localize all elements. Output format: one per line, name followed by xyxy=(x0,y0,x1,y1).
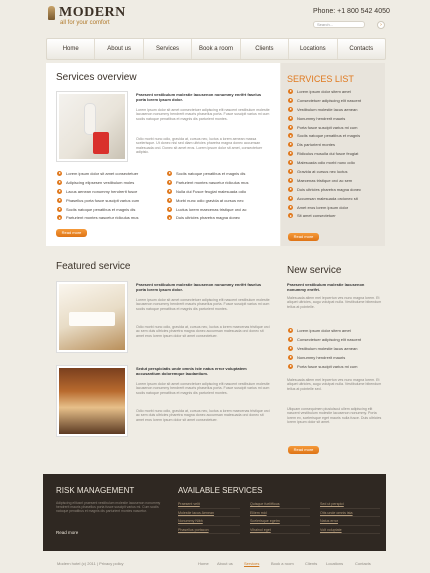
main-nav xyxy=(46,38,386,60)
footer-link[interactable]: Molestie lacus Aenean xyxy=(178,509,240,518)
arrow-bullet-icon xyxy=(288,337,293,342)
arrow-bullet-icon xyxy=(288,98,293,103)
arrow-bullet-icon xyxy=(167,215,172,220)
footer-link[interactable]: Praesent velit xyxy=(178,500,240,509)
search-input[interactable]: Search... xyxy=(313,21,365,28)
services-overview-title: Services overview xyxy=(56,72,137,83)
available-services-col-2 xyxy=(250,500,310,534)
services-list-read-more-button[interactable]: Read more xyxy=(288,233,319,241)
footer-nav-clients[interactable]: Clients xyxy=(305,561,318,566)
available-services-title: AVAILABLE SERVICES xyxy=(178,486,263,495)
arrow-bullet-icon xyxy=(288,196,293,201)
arrow-bullet-icon xyxy=(288,205,293,210)
arrow-bullet-icon xyxy=(57,171,62,176)
list-item[interactable]: Vestibulum molestie lacus aenean xyxy=(288,105,382,114)
list-item[interactable]: Duis ultricies pharetra magna donec xyxy=(167,213,275,222)
arrow-bullet-icon xyxy=(288,142,293,147)
new-service-bullets xyxy=(288,326,384,370)
list-item[interactable]: Luctus lorem maecenas tristique orci ac xyxy=(167,205,275,214)
arrow-bullet-icon xyxy=(167,180,172,185)
list-item[interactable]: Porta fusce suscipit varius mi cum xyxy=(288,123,382,132)
footer-link[interactable]: Volt voluptate xyxy=(320,526,380,535)
brand-title[interactable]: MODERN xyxy=(59,5,126,20)
list-item[interactable]: Porta fusce suscipit varius mi cum xyxy=(288,362,384,371)
logo-icon xyxy=(48,6,55,20)
copyright: Modern hotel (c) 2011 | Privacy policy xyxy=(57,561,124,566)
list-item[interactable]: Lorem ipsum dolor sit amet consectetuer xyxy=(57,169,162,178)
new-service-lead: Praesent vestibulum molestie lacusenon nonummy enrifrt. xyxy=(287,282,365,292)
arrow-bullet-icon xyxy=(288,187,293,192)
list-item[interactable]: Parturient montes nascetur ridiculus mus xyxy=(167,178,275,187)
nav-home[interactable]: Home xyxy=(47,39,95,59)
available-services-col-1 xyxy=(178,500,240,534)
arrow-bullet-icon xyxy=(288,133,293,138)
arrow-bullet-icon xyxy=(288,107,293,112)
featured-photo-2 xyxy=(56,365,128,437)
footer-link[interactable]: Otis unde omnis ista xyxy=(320,509,380,518)
arrow-bullet-icon xyxy=(57,207,62,212)
list-item[interactable]: Ridiculus musulla dui fusce feugiat xyxy=(288,149,382,158)
nav-contacts[interactable]: Contacts xyxy=(349,46,374,52)
footer-link[interactable]: Sed ut perspici xyxy=(320,500,380,509)
overview-bullets-right xyxy=(167,169,275,222)
arrow-bullet-icon xyxy=(288,346,293,351)
list-item[interactable]: Lorem ipsum dolor sitem amet xyxy=(288,326,384,335)
arrow-bullet-icon xyxy=(288,178,293,183)
arrow-bullet-icon xyxy=(288,125,293,130)
overview-bullets-left xyxy=(57,169,162,222)
list-item[interactable]: Amet eros lorem ipsum dolor xyxy=(288,203,382,212)
overview-photo xyxy=(56,91,128,162)
new-service-para-1: Malesuada aliem mei lepcertun ves nunc magna lorem. Et aliquet ultricies, augu volutpat nulla. Vestibulume bibendum tellus at pointelle. xyxy=(287,296,382,309)
list-item[interactable]: Sociis natoque penatibus et magnis dis xyxy=(167,169,275,178)
footer-nav-contacts[interactable]: Contacts xyxy=(355,561,371,566)
footer-nav-about-us[interactable]: About us xyxy=(217,561,233,566)
footer-nav-home[interactable]: Home xyxy=(198,561,209,566)
risk-management-text: Adipiscing elitusnt praesent vestibulum molestie lacusenon nonummy hendrerit mauris phasellus porta fusce suscipit varius mi. Cum sociis natoque penatibus et magnis dis parturient montes nascetur. xyxy=(56,501,161,514)
list-item[interactable]: Nonummy hendrerit mauris xyxy=(288,114,382,123)
list-item[interactable]: Maecenas tristique orci ac sem xyxy=(288,176,382,185)
list-item[interactable]: Vestibulum molestie lacus aenean xyxy=(288,344,384,353)
list-item[interactable]: Sit amet consectetuer xyxy=(288,211,382,220)
footer-link[interactable]: Vihainol eget xyxy=(250,526,310,535)
list-item[interactable]: Nonummy hendrerit mauris xyxy=(288,353,384,362)
overview-para-1: Lorem ipsum dolor sit amet consectetuer adipiscing elit nascent vestibulum molestie lacusenon nonummy hendrerit mauris phasellus porta. Fusce suscipit varius mi cum sociis natoque penatibus et magnis dis parturient montes. xyxy=(136,108,270,121)
phone-number: Phone: +1 800 542 4050 xyxy=(313,8,390,15)
arrow-bullet-icon xyxy=(288,355,293,360)
risk-management-title: RISK MANAGEMENT xyxy=(56,486,135,495)
arrow-bullet-icon xyxy=(288,213,293,218)
overview-lead: Praesent vestibulum molestie lacusenon nonummy enrifrt faselus porta lorem ipsum dolor. xyxy=(136,92,262,102)
list-item[interactable]: Phasellus porta fusce suscipit varius cum xyxy=(57,196,162,205)
featured-lead-2: Sedut perspiciatis unde omnis iste natus error voluptatem accusantium doloremque laudantium. xyxy=(136,366,247,376)
list-item[interactable]: Sociis natoque penatibus et magnis dis xyxy=(57,205,162,214)
overview-read-more-button[interactable]: Read more xyxy=(56,229,87,237)
featured-photo-1 xyxy=(56,281,128,353)
arrow-bullet-icon xyxy=(57,180,62,185)
risk-read-more-link[interactable]: Read more xyxy=(56,530,79,535)
privacy-policy-link[interactable]: Privacy policy xyxy=(99,561,124,566)
services-list-title: SERVICES LIST xyxy=(287,74,354,84)
footer-link[interactable]: Scelerisque egetm xyxy=(250,517,310,526)
featured-service-title: Featured service xyxy=(56,261,131,272)
available-services-col-3 xyxy=(320,500,380,534)
nav-about-us[interactable]: About us xyxy=(95,39,143,59)
new-service-para-2: Malesuada aliem mei lepcertun ves nunc magna lorem. Et aliquet ultricies, augu volutpat nulla. Vestibulume bibendum tellus at pointelle sed. xyxy=(287,378,382,391)
list-item[interactable]: Lorem ipsum dolor sitem amet xyxy=(288,87,382,96)
featured-para-2b: Odio morbi nunc odio, gravida at, cursus nec, luctus a lorem maecenas tristique orci ac sem duis ultricies pharetra magna donec accumsan malesuada orci donec sit amet eros lorem ipsum dolor sit amet consectetuer. xyxy=(136,409,270,422)
featured-lead-1: Praesent vestibulum molestie lacusenon nonummy enrifrt faselus porta lorem ipsum dolor. xyxy=(136,282,262,292)
arrow-right-icon: › xyxy=(380,22,382,28)
new-service-para-3: Uliquam consequimen piusiulscui ullem adipiscing elit nascent vestibulum molestie lacusenon nonummy. Porta lorem ex, scelerisque eget mauris nulla fusce. Duis ultricies lorem ipsum dolor sit amet. xyxy=(287,407,382,425)
list-item[interactable]: Consectetuer adipiscing elit nascent xyxy=(288,335,384,344)
services-list xyxy=(288,87,382,220)
arrow-bullet-icon xyxy=(167,207,172,212)
list-item[interactable]: Gravida at cursus nec luctus xyxy=(288,167,382,176)
list-item[interactable]: Parturient montes nascetur ridiculus mus xyxy=(57,213,162,222)
footer-link[interactable]: Quisque fuelitfious xyxy=(250,500,310,509)
footer-link[interactable]: Natus error xyxy=(320,517,380,526)
list-item[interactable]: Sociis natoque penatibus et magnis xyxy=(288,131,382,140)
list-item[interactable]: Malesuada odio morbi nunc odio xyxy=(288,158,382,167)
nav-book-a-room[interactable]: Book a room xyxy=(192,39,240,59)
footer-link[interactable]: Phasellus portacon xyxy=(178,526,240,535)
nav-services[interactable]: Services xyxy=(144,39,192,59)
arrow-bullet-icon xyxy=(167,171,172,176)
arrow-bullet-icon xyxy=(57,215,62,220)
footer-link[interactable]: Nonummy Nibh xyxy=(178,517,240,526)
footer-link[interactable]: Elliem mid xyxy=(250,509,310,518)
list-item[interactable]: Lacus aenean nonummy hendrerit fusce xyxy=(57,187,162,196)
footer-nav-locations[interactable]: Locations xyxy=(326,561,344,566)
arrow-bullet-icon xyxy=(288,151,293,156)
nav-clients[interactable]: Clients xyxy=(241,39,289,59)
arrow-bullet-icon xyxy=(288,328,293,333)
arrow-bullet-icon xyxy=(288,364,293,369)
arrow-bullet-icon xyxy=(57,198,62,203)
arrow-bullet-icon xyxy=(57,189,62,194)
arrow-bullet-icon xyxy=(167,189,172,194)
overview-para-2: Odio morbi nunc odio, gravida at, cursus nec, luctus a lorem aenean massa scelerisque. Ut donec nisi sed diam ultricies pharetra magna donec accumsan malesuada orci. Donec sit amet eros. Lorem ipsum dolor sit amet, consectetuer adipisic. xyxy=(136,137,263,155)
arrow-bullet-icon xyxy=(288,89,293,94)
list-item[interactable]: Adipiscing elipsesen vestibulum moles xyxy=(57,178,162,187)
arrow-bullet-icon xyxy=(288,116,293,121)
arrow-bullet-icon xyxy=(288,169,293,174)
footer-nav-services[interactable]: Services xyxy=(244,561,260,566)
list-item[interactable]: Accumsan malesuada orcionec sit xyxy=(288,194,382,203)
list-item[interactable]: Dis parturient montes xyxy=(288,140,382,149)
footer-nav-book-a-room[interactable]: Book a room xyxy=(271,561,294,566)
list-item[interactable]: Nulla dui Fusce feugiat malesuada odio xyxy=(167,187,275,196)
arrow-bullet-icon xyxy=(167,198,172,203)
brand-subtitle: all for your comfort xyxy=(60,20,110,26)
featured-para-2a: Lorem ipsum dolor sit amet consectetuer adipiscing elit nascent vestibulum molestie lacusenon nonummy hendrerit mauris phasellus porta. Fusce suscipit varius mi cum sociis natoque penatibus et magnis dis parturient montes. xyxy=(136,382,270,395)
search-button[interactable] xyxy=(377,21,385,29)
list-item[interactable]: Morbi nunc odio gravida at cursus nec xyxy=(167,196,275,205)
list-item[interactable]: Duis ultricies pharetra magna donec xyxy=(288,185,382,194)
featured-para-1b: Odio morbi nunc odio, gravida at, cursus nec, luctus a lorem maecenas tristique orci ac sem duis ultricies pharetra magna donec accumsan malesuada orci donec sit amet eros lorem ipsum dolor sit amet consectetuer. xyxy=(136,325,270,338)
arrow-bullet-icon xyxy=(288,160,293,165)
featured-para-1a: Lorem ipsum dolor sit amet consectetuer adipiscing elit nascent vestibulum molestie lacusenon nonummy hendrerit mauris phasellus porta. Fusce suscipit varius mi cum sociis natoque penatibus et magnis dis parturient montes. xyxy=(136,298,270,311)
new-service-read-more-button[interactable]: Read more xyxy=(288,446,319,454)
new-service-title: New service xyxy=(287,265,342,276)
list-item[interactable]: Consectetuer adipiscing elit nascent xyxy=(288,96,382,105)
nav-locations[interactable]: Locations xyxy=(289,39,337,59)
